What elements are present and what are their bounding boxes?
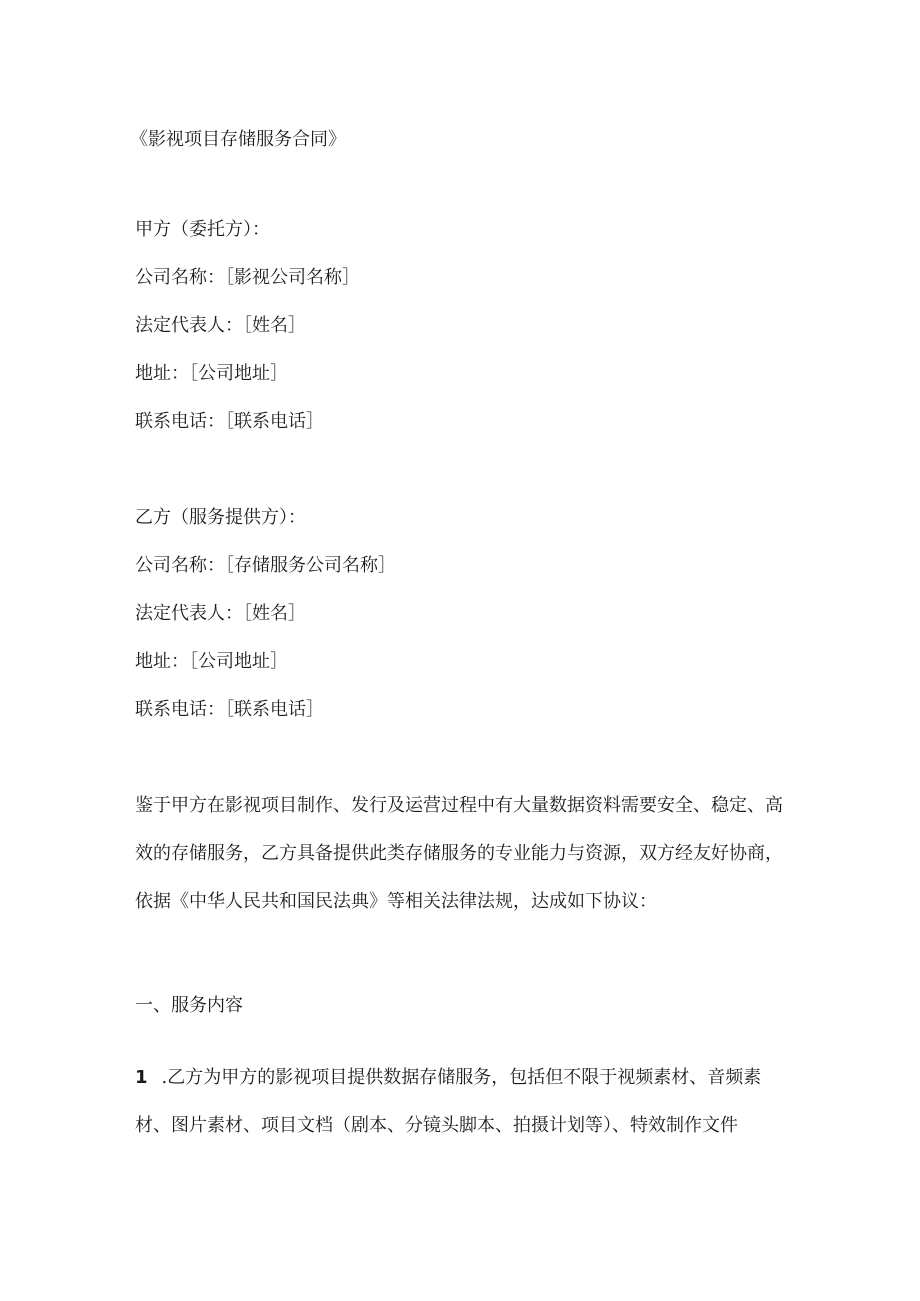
party-b-phone: 联系电话：［联系电话］ (135, 699, 324, 720)
section-1-heading: 一、服务内容 (135, 995, 243, 1016)
party-b-representative: 法定代表人：［姓名］ (135, 603, 306, 624)
item-text: .乙方为甲方的影视项目提供数据存储服务，包括但不限于视频素材、音频素材、图片素材、项目文档（剧本、分镜头脚本、拍摄计划等）、特效制作文件 (135, 1067, 762, 1136)
contract-title: 《影视项目存储服务合同》 (130, 129, 346, 150)
party-b-company: 公司名称：［存储服务公司名称］ (135, 555, 396, 576)
party-b-heading: 乙方（服务提供方）： (135, 507, 306, 528)
item-number: 1 (135, 1067, 148, 1088)
section-1-item-1 (135, 1054, 795, 1150)
party-b-address: 地址：［公司地址］ (135, 651, 288, 672)
party-a-representative: 法定代表人：［姓名］ (135, 315, 306, 336)
party-a-phone: 联系电话：［联系电话］ (135, 411, 324, 432)
party-a-address: 地址：［公司地址］ (135, 363, 288, 384)
party-a-heading: 甲方（委托方）： (135, 219, 270, 240)
preamble-paragraph: 鉴于甲方在影视项目制作、发行及运营过程中有大量数据资料需要安全、稳定、高效的存储服务，乙方具备提供此类存储服务的专业能力与资源，双方经友好协商，依据《中华人民共和国民法典》等相关法律法规，达成如下协议： (135, 795, 783, 912)
party-a-company: 公司名称：［影视公司名称］ (135, 267, 360, 288)
